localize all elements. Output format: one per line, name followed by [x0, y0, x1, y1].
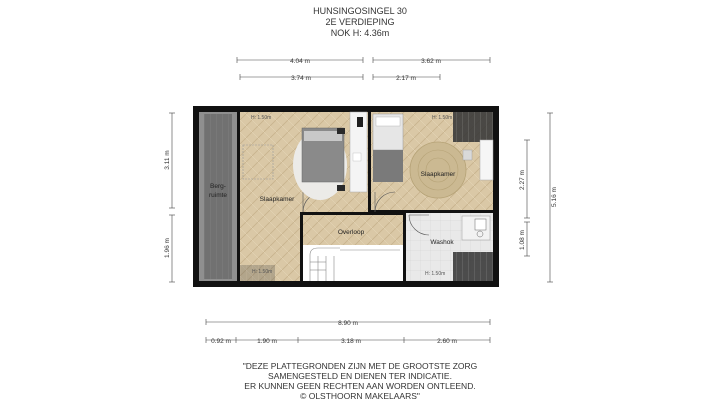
dim-bottom-4: 2.60 m [437, 338, 457, 345]
top-dimensions [237, 57, 490, 80]
dim-right-inner-upper: 2.27 m [519, 170, 526, 190]
label-laundry: Washok [430, 239, 454, 246]
height-mark-4: H: 1.50m [432, 115, 453, 121]
label-bedroom-2: Slaapkamer [420, 171, 456, 178]
dim-top-inner-right: 2.17 m [396, 75, 416, 82]
disclaimer-line-1: "DEZE PLATTEGRONDEN ZIJN MET DE GROOTSTE ZORG [242, 361, 478, 371]
dim-left-upper: 3.11 m [164, 150, 171, 170]
height-mark-1: H: 1.50m [251, 115, 272, 121]
address-title: HUNSINGOSINGEL 30 [313, 6, 407, 16]
dim-top-outer-right: 3.62 m [421, 58, 441, 65]
disclaimer-line-4: © OLSTHOORN MAKELAARS" [300, 391, 420, 401]
right-dimensions [524, 113, 553, 282]
height-mark-3: H: 1.50m [425, 271, 446, 277]
roof-slope-top-right [453, 112, 493, 142]
roof-slope-bottom-right [453, 252, 493, 281]
label-landing: Overloop [337, 229, 365, 236]
ridge-height: NOK H: 4.36m [330, 28, 390, 38]
dim-left-lower: 1.96 m [164, 238, 171, 258]
disclaimer-line-2: SAMENGESTELD EN DIENEN TER INDICATIE. [268, 371, 452, 381]
label-storage-2: ruimte [208, 192, 228, 199]
dim-bottom-2: 1.90 m [257, 338, 277, 345]
height-mark-2: H: 1.50m [252, 269, 273, 275]
dim-bottom-3: 3.18 m [341, 338, 361, 345]
label-storage-1: Berg- [210, 183, 226, 190]
dim-right-inner-lower: 1.08 m [519, 230, 526, 250]
floor-title: 2E VERDIEPING [325, 17, 395, 27]
label-bedroom-1: Slaapkamer [259, 196, 295, 203]
dim-bottom-total: 8.90 m [338, 320, 358, 327]
dim-top-outer-left: 4.04 m [290, 58, 310, 65]
dim-right-outer: 5.16 m [551, 187, 558, 207]
laundry-furniture [462, 216, 490, 240]
dim-bottom-1: 0.92 m [211, 338, 231, 345]
dim-top-inner-left: 3.74 m [291, 75, 311, 82]
disclaimer-line-3: ER KUNNEN GEEN RECHTEN AAN WORDEN ONTLEEND. [244, 381, 476, 391]
